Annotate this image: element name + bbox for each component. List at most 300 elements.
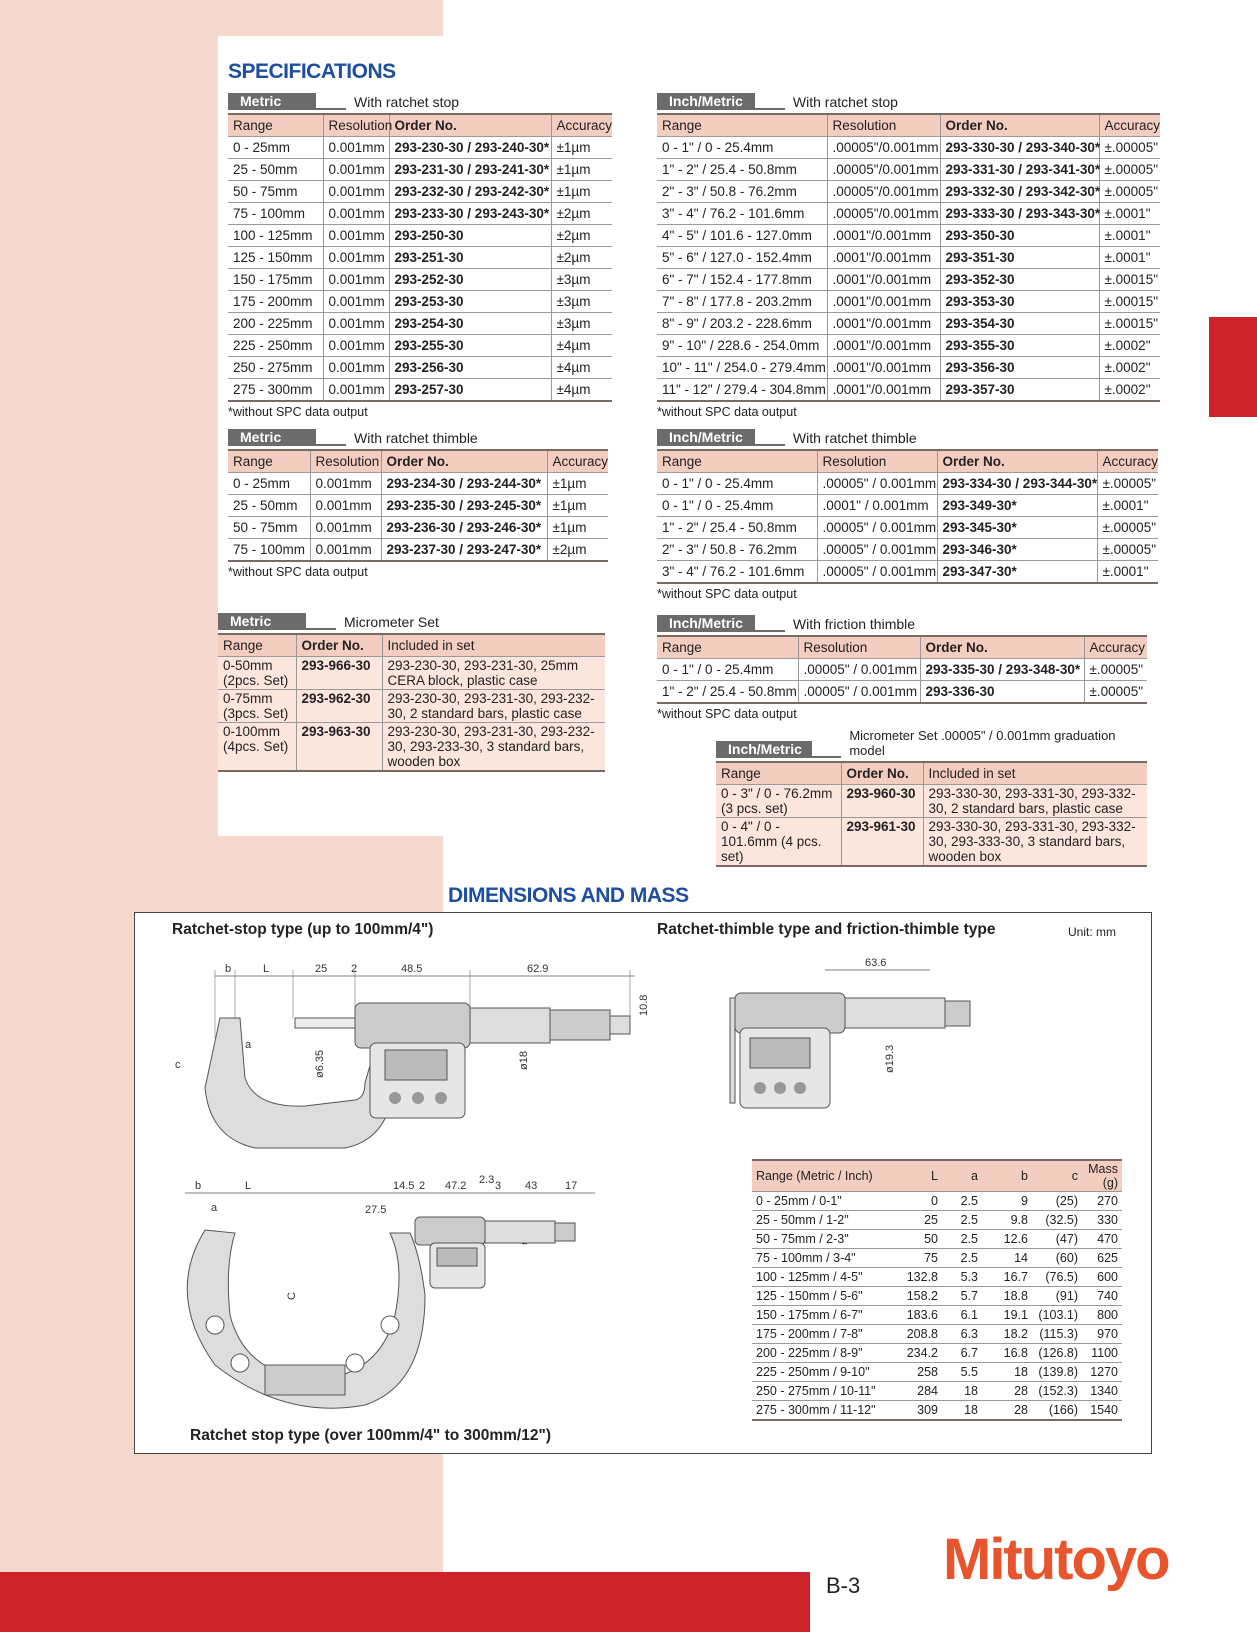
table-cell: 0-50mm (2pcs. Set): [218, 657, 296, 690]
table-cell: ±.0001": [1099, 203, 1160, 225]
table-cell: 1100: [1082, 1344, 1122, 1363]
table-cell: 6.1: [942, 1306, 982, 1325]
table-cell: .00005" / 0.001mm: [817, 539, 937, 561]
column-header: Order No.: [841, 762, 923, 785]
table-row: [657, 539, 1158, 561]
section-tag: Inch/Metric: [657, 429, 755, 446]
set-table: [716, 761, 1147, 867]
section-desc: Micrometer Set: [344, 614, 439, 630]
table-row: [657, 379, 1160, 402]
table-cell: 293-333-30 / 293-343-30*: [940, 203, 1099, 225]
table-row: [657, 681, 1147, 704]
table-row: [228, 517, 608, 539]
table-cell: 158.2: [902, 1287, 942, 1306]
table-cell: 25 - 50mm / 1-2": [752, 1211, 902, 1230]
table-cell: 293-251-30: [389, 247, 551, 269]
table-cell: 293-236-30 / 293-246-30*: [381, 517, 547, 539]
table-cell: 2.5: [942, 1249, 982, 1268]
table-row: [752, 1325, 1122, 1344]
table-cell: ±3µm: [551, 269, 612, 291]
table-cell: 293-963-30: [296, 723, 382, 772]
table-cell: (47): [1032, 1230, 1082, 1249]
table-cell: 293-354-30: [940, 313, 1099, 335]
table-cell: 0.001mm: [323, 247, 389, 269]
table-cell: 293-235-30 / 293-245-30*: [381, 495, 547, 517]
table-cell: 0.001mm: [323, 379, 389, 402]
table-cell: .00005" / 0.001mm: [817, 473, 937, 495]
table-cell: .00005"/0.001mm: [827, 181, 940, 203]
table-row: [228, 539, 608, 562]
table-cell: 293-350-30: [940, 225, 1099, 247]
table-row: [752, 1401, 1122, 1421]
dim-label: C: [286, 1292, 298, 1300]
table-cell: 10" - 11" / 254.0 - 279.4mm: [657, 357, 827, 379]
table-cell: ±.0002": [1099, 357, 1160, 379]
table-row: [657, 291, 1160, 313]
section-desc: With ratchet stop: [354, 94, 460, 110]
table-cell: 0.001mm: [323, 357, 389, 379]
table-row: [657, 517, 1158, 539]
table-cell: .00005" / 0.001mm: [798, 681, 920, 704]
column-header: Range: [657, 636, 798, 659]
table-cell: 293-250-30: [389, 225, 551, 247]
table-cell: 293-232-30 / 293-242-30*: [389, 181, 551, 203]
table-cell: 293-253-30: [389, 291, 551, 313]
table-cell: 0 - 25mm: [228, 473, 310, 495]
table-cell: 0.001mm: [310, 495, 381, 517]
table-cell: 100 - 125mm / 4-5": [752, 1268, 902, 1287]
table-cell: 293-349-30*: [937, 495, 1097, 517]
table-cell: 293-330-30 / 293-340-30*: [940, 137, 1099, 159]
table-cell: 19.1: [982, 1306, 1032, 1325]
dimensions-heading: DIMENSIONS AND MASS: [448, 884, 689, 907]
table-cell: 293-252-30: [389, 269, 551, 291]
table-cell: 293-357-30: [940, 379, 1099, 402]
table-cell: 3" - 4" / 76.2 - 101.6mm: [657, 561, 817, 584]
table-cell: 293-347-30*: [937, 561, 1097, 584]
column-header: Resolution: [310, 450, 381, 473]
column-header: Order No.: [389, 114, 551, 137]
table-cell: 0.001mm: [323, 137, 389, 159]
table-cell: 0.001mm: [323, 181, 389, 203]
table-cell: 16.7: [982, 1268, 1032, 1287]
table-cell: ±.00005": [1084, 681, 1147, 704]
table-cell: 250 - 275mm / 10-11": [752, 1382, 902, 1401]
table-row: [752, 1287, 1122, 1306]
table-cell: 5" - 6" / 127.0 - 152.4mm: [657, 247, 827, 269]
table-cell: ±.0001": [1097, 561, 1158, 584]
table-cell: 50 - 75mm: [228, 517, 310, 539]
table-cell: 9.8: [982, 1211, 1032, 1230]
table-cell: (166): [1032, 1401, 1082, 1421]
table-cell: 740: [1082, 1287, 1122, 1306]
section-desc: With ratchet thimble: [792, 430, 917, 446]
metric-ratchet-thimble-section: [228, 428, 608, 579]
table-row: [752, 1249, 1122, 1268]
column-header: b: [982, 1160, 1032, 1192]
column-header: Range: [657, 450, 817, 473]
table-cell: 208.8: [902, 1325, 942, 1344]
table-cell: ±.00005": [1099, 159, 1160, 181]
table-cell: 293-346-30*: [937, 539, 1097, 561]
table-cell: 2.5: [942, 1192, 982, 1211]
table-cell: 258: [902, 1363, 942, 1382]
table-cell: ±.0002": [1099, 335, 1160, 357]
table-row: [716, 818, 1147, 867]
table-cell: 25: [902, 1211, 942, 1230]
table-cell: .00005"/0.001mm: [827, 159, 940, 181]
inch-ratchet-stop-section: [657, 92, 1160, 419]
table-cell: .00005"/0.001mm: [827, 137, 940, 159]
dim-label: 2: [351, 963, 358, 975]
table-cell: 293-230-30, 293-231-30, 293-232-30, 2 standard bars, plastic case: [382, 690, 605, 723]
table-cell: ±.00005": [1097, 517, 1158, 539]
dim-label: 2: [419, 1180, 426, 1192]
table-cell: 6" - 7" / 152.4 - 177.8mm: [657, 269, 827, 291]
table-cell: 75 - 100mm: [228, 203, 323, 225]
table-row: [218, 723, 605, 772]
section-desc: With ratchet thimble: [354, 430, 478, 446]
table-cell: 28: [982, 1401, 1032, 1421]
over100-title: Ratchet stop type (over 100mm/4" to 300mm/12"): [190, 1427, 551, 1444]
section-desc: With ratchet stop: [792, 94, 898, 110]
dimensions-box: [134, 912, 1152, 1454]
footer-bar: [0, 1572, 810, 1632]
table-cell: ±.00005": [1084, 659, 1147, 681]
dim-label: 47.2: [445, 1180, 467, 1192]
table-cell: 50 - 75mm: [228, 181, 323, 203]
table-row: [752, 1363, 1122, 1382]
table-cell: 330: [1082, 1211, 1122, 1230]
table-cell: 125 - 150mm / 5-6": [752, 1287, 902, 1306]
table-cell: 175 - 200mm: [228, 291, 323, 313]
table-row: [228, 495, 608, 517]
table-row: [657, 137, 1160, 159]
table-cell: 225 - 250mm / 9-10": [752, 1363, 902, 1382]
table-row: [657, 561, 1158, 584]
table-cell: 600: [1082, 1268, 1122, 1287]
table-cell: ±1µm: [551, 137, 612, 159]
table-row: [657, 659, 1147, 681]
dim-label: 17: [565, 1180, 578, 1192]
table-cell: ±.0002": [1099, 379, 1160, 402]
table-cell: 50 - 75mm / 2-3": [752, 1230, 902, 1249]
table-cell: 293-256-30: [389, 357, 551, 379]
dim-label: b: [195, 1180, 202, 1192]
section-desc: Micrometer Set .00005" / 0.001mm graduation model: [849, 728, 1116, 758]
table-cell: 1" - 2" / 25.4 - 50.8mm: [657, 681, 798, 704]
column-header: Accuracy: [551, 114, 612, 137]
table-cell: 293-962-30: [296, 690, 382, 723]
table-row: [752, 1306, 1122, 1325]
inch-friction-section: [657, 614, 1147, 721]
column-header: a: [942, 1160, 982, 1192]
table-cell: 0.001mm: [323, 335, 389, 357]
table-cell: ±.0001": [1099, 247, 1160, 269]
table-cell: 0.001mm: [323, 203, 389, 225]
column-header: Accuracy: [1097, 450, 1158, 473]
table-cell: 293-355-30: [940, 335, 1099, 357]
table-cell: ±2µm: [547, 539, 608, 562]
table-cell: 16.8: [982, 1344, 1032, 1363]
table-cell: 183.6: [902, 1306, 942, 1325]
large-frame-drawing: [165, 1175, 605, 1420]
table-cell: 1540: [1082, 1401, 1122, 1421]
column-header: Order No.: [937, 450, 1097, 473]
table-cell: 293-255-30: [389, 335, 551, 357]
dim-label: ø19.3: [884, 1044, 896, 1073]
table-cell: 200 - 225mm: [228, 313, 323, 335]
table-cell: 0.001mm: [323, 291, 389, 313]
table-row: [228, 247, 612, 269]
table-cell: 293-356-30: [940, 357, 1099, 379]
table-row: [752, 1344, 1122, 1363]
table-cell: 293-234-30 / 293-244-30*: [381, 473, 547, 495]
table-cell: 0.001mm: [323, 225, 389, 247]
table-cell: 275 - 300mm / 11-12": [752, 1401, 902, 1421]
dimension-table: [752, 1159, 1122, 1421]
section-tag: Inch/Metric: [716, 741, 812, 758]
table-cell: 293-230-30, 293-231-30, 25mm CERA block, plastic case: [382, 657, 605, 690]
table-cell: 0 - 25mm: [228, 137, 323, 159]
table-cell: (139.8): [1032, 1363, 1082, 1382]
table-cell: 0.001mm: [323, 313, 389, 335]
table-cell: (115.3): [1032, 1325, 1082, 1344]
table-cell: 100 - 125mm: [228, 225, 323, 247]
dim-label: 10.8: [638, 994, 650, 1016]
table-row: [228, 225, 612, 247]
set-table: [218, 633, 605, 772]
table-row: [228, 473, 608, 495]
table-cell: (32.5): [1032, 1211, 1082, 1230]
table-cell: 150 - 175mm: [228, 269, 323, 291]
table-row: [228, 313, 612, 335]
table-cell: 0 - 3" / 0 - 76.2mm (3 pcs. set): [716, 785, 841, 818]
table-cell: ±1µm: [551, 181, 612, 203]
table-cell: .0001"/0.001mm: [827, 291, 940, 313]
table-row: [752, 1268, 1122, 1287]
table-cell: 293-961-30: [841, 818, 923, 867]
table-cell: 0: [902, 1192, 942, 1211]
table-row: [218, 657, 605, 690]
table-row: [218, 690, 605, 723]
dim-label: 62.9: [527, 963, 549, 975]
table-cell: .00005"/0.001mm: [827, 203, 940, 225]
table-cell: ±4µm: [551, 379, 612, 402]
table-cell: ±.00005": [1099, 137, 1160, 159]
section-tag: Metric: [218, 613, 306, 630]
table-row: [657, 247, 1160, 269]
table-cell: (152.3): [1032, 1382, 1082, 1401]
table-cell: 1270: [1082, 1363, 1122, 1382]
footnote: *without SPC data output: [657, 587, 797, 601]
table-cell: 250 - 275mm: [228, 357, 323, 379]
table-cell: 309: [902, 1401, 942, 1421]
table-cell: .0001"/0.001mm: [827, 357, 940, 379]
ratchet-stop-drawing: [165, 958, 685, 1168]
table-cell: 225 - 250mm: [228, 335, 323, 357]
table-row: [228, 379, 612, 402]
dim-label: L: [263, 963, 270, 975]
table-cell: 175 - 200mm / 7-8": [752, 1325, 902, 1344]
table-cell: .0001"/0.001mm: [827, 313, 940, 335]
column-header: Range: [228, 114, 323, 137]
table-cell: 200 - 225mm / 8-9": [752, 1344, 902, 1363]
table-cell: 18.2: [982, 1325, 1032, 1344]
table-cell: ±.00015": [1099, 269, 1160, 291]
table-cell: 270: [1082, 1192, 1122, 1211]
table-cell: 9: [982, 1192, 1032, 1211]
column-header: Accuracy: [1084, 636, 1147, 659]
dim-label: L: [245, 1180, 252, 1192]
ratchet-stop-title: Ratchet-stop type (up to 100mm/4"): [172, 921, 434, 938]
table-cell: .0001"/0.001mm: [827, 225, 940, 247]
table-cell: ±1µm: [547, 495, 608, 517]
table-cell: ±1µm: [547, 473, 608, 495]
table-cell: 18: [942, 1401, 982, 1421]
table-cell: 0.001mm: [310, 539, 381, 562]
table-cell: 293-330-30, 293-331-30, 293-332-30, 293-333-30, 3 standard bars, wooden box: [923, 818, 1147, 867]
section-tab: [1209, 317, 1257, 417]
spec-table: [657, 449, 1158, 584]
table-row: [657, 203, 1160, 225]
section-tag: Inch/Metric: [657, 615, 755, 632]
dim-label: ø18: [518, 1051, 530, 1070]
table-cell: 18: [942, 1382, 982, 1401]
table-cell: 1340: [1082, 1382, 1122, 1401]
table-cell: 18: [982, 1363, 1032, 1382]
table-cell: 293-330-30, 293-331-30, 293-332-30, 2 standard bars, plastic case: [923, 785, 1147, 818]
table-cell: ±.0001": [1097, 495, 1158, 517]
table-cell: (126.8): [1032, 1344, 1082, 1363]
table-row: [657, 335, 1160, 357]
column-header: Resolution: [817, 450, 937, 473]
column-header: Order No.: [381, 450, 547, 473]
table-cell: 2.5: [942, 1211, 982, 1230]
table-cell: .0001"/0.001mm: [827, 335, 940, 357]
page-number: B-3: [826, 1573, 861, 1598]
table-cell: 0 - 1" / 0 - 25.4mm: [657, 495, 817, 517]
table-cell: 3" - 4" / 76.2 - 101.6mm: [657, 203, 827, 225]
table-cell: 11" - 12" / 279.4 - 304.8mm: [657, 379, 827, 402]
table-cell: .0001"/0.001mm: [827, 247, 940, 269]
table-cell: .0001"/0.001mm: [827, 379, 940, 402]
table-cell: ±4µm: [551, 357, 612, 379]
table-cell: 2" - 3" / 50.8 - 76.2mm: [657, 181, 827, 203]
table-row: [752, 1382, 1122, 1401]
table-row: [657, 357, 1160, 379]
table-cell: 9" - 10" / 228.6 - 254.0mm: [657, 335, 827, 357]
footnote: *without SPC data output: [657, 707, 797, 721]
column-header: Resolution: [323, 114, 389, 137]
table-cell: 0 - 1" / 0 - 25.4mm: [657, 137, 827, 159]
column-header: Included in set: [923, 762, 1147, 785]
table-cell: 2" - 3" / 50.8 - 76.2mm: [657, 539, 817, 561]
table-cell: 4" - 5" / 101.6 - 127.0mm: [657, 225, 827, 247]
table-cell: 50: [902, 1230, 942, 1249]
table-cell: ±1µm: [547, 517, 608, 539]
column-header: Accuracy: [1099, 114, 1160, 137]
table-row: [228, 335, 612, 357]
table-cell: 293-334-30 / 293-344-30*: [937, 473, 1097, 495]
specifications-heading: SPECIFICATIONS: [228, 60, 396, 83]
dim-label: a: [211, 1202, 218, 1214]
table-row: [228, 203, 612, 225]
dim-label: 14.5: [393, 1180, 415, 1192]
footnote: *without SPC data output: [657, 405, 797, 419]
table-cell: 125 - 150mm: [228, 247, 323, 269]
table-cell: ±.00015": [1099, 313, 1160, 335]
table-cell: 293-966-30: [296, 657, 382, 690]
thimble-drawing: [715, 953, 1035, 1123]
spec-table: [657, 113, 1160, 402]
table-row: [752, 1192, 1122, 1211]
table-cell: 0.001mm: [310, 517, 381, 539]
table-cell: 293-336-30: [920, 681, 1084, 704]
table-cell: .0001"/0.001mm: [827, 269, 940, 291]
column-header: Range (Metric / Inch): [752, 1160, 902, 1192]
dim-label: b: [225, 963, 232, 975]
dim-label: 48.5: [401, 963, 423, 975]
table-row: [657, 181, 1160, 203]
table-cell: 75: [902, 1249, 942, 1268]
dim-label: 63.6: [865, 957, 887, 969]
footnote: *without SPC data output: [228, 565, 368, 579]
dim-label: 2.3: [479, 1175, 495, 1186]
column-header: L: [902, 1160, 942, 1192]
brand-logo: Mitutoyo: [943, 1527, 1169, 1592]
table-cell: 800: [1082, 1306, 1122, 1325]
table-cell: 2.5: [942, 1230, 982, 1249]
section-tag: Inch/Metric: [657, 93, 755, 110]
table-cell: 0.001mm: [310, 473, 381, 495]
table-cell: 5.7: [942, 1287, 982, 1306]
spec-table: [228, 449, 608, 562]
table-cell: 293-230-30 / 293-240-30*: [389, 137, 551, 159]
table-row: [657, 159, 1160, 181]
table-cell: 75 - 100mm: [228, 539, 310, 562]
table-cell: 970: [1082, 1325, 1122, 1344]
table-row: [752, 1211, 1122, 1230]
table-cell: 293-332-30 / 293-342-30*: [940, 181, 1099, 203]
table-cell: 293-335-30 / 293-348-30*: [920, 659, 1084, 681]
table-row: [228, 291, 612, 313]
column-header: c: [1032, 1160, 1082, 1192]
column-header: Resolution: [827, 114, 940, 137]
table-cell: 284: [902, 1382, 942, 1401]
table-cell: ±2µm: [551, 247, 612, 269]
footnote: *without SPC data output: [228, 405, 368, 419]
table-cell: 5.3: [942, 1268, 982, 1287]
table-cell: .00005" / 0.001mm: [817, 517, 937, 539]
table-cell: 0.001mm: [323, 269, 389, 291]
column-header: Order No.: [940, 114, 1099, 137]
unit-label: Unit: mm: [1068, 925, 1116, 939]
table-cell: 0 - 25mm / 0-1": [752, 1192, 902, 1211]
table-cell: 75 - 100mm / 3-4": [752, 1249, 902, 1268]
table-cell: 1" - 2" / 25.4 - 50.8mm: [657, 517, 817, 539]
table-cell: ±.00015": [1099, 291, 1160, 313]
section-desc: With friction thimble: [792, 616, 916, 632]
table-cell: 5.5: [942, 1363, 982, 1382]
table-cell: ±.0001": [1099, 225, 1160, 247]
table-cell: 150 - 175mm / 6-7": [752, 1306, 902, 1325]
table-cell: 0 - 4" / 0 - 101.6mm (4 pcs. set): [716, 818, 841, 867]
table-cell: ±3µm: [551, 291, 612, 313]
column-header: Order No.: [296, 634, 382, 657]
section-tag: Metric: [228, 429, 316, 446]
table-cell: 275 - 300mm: [228, 379, 323, 402]
